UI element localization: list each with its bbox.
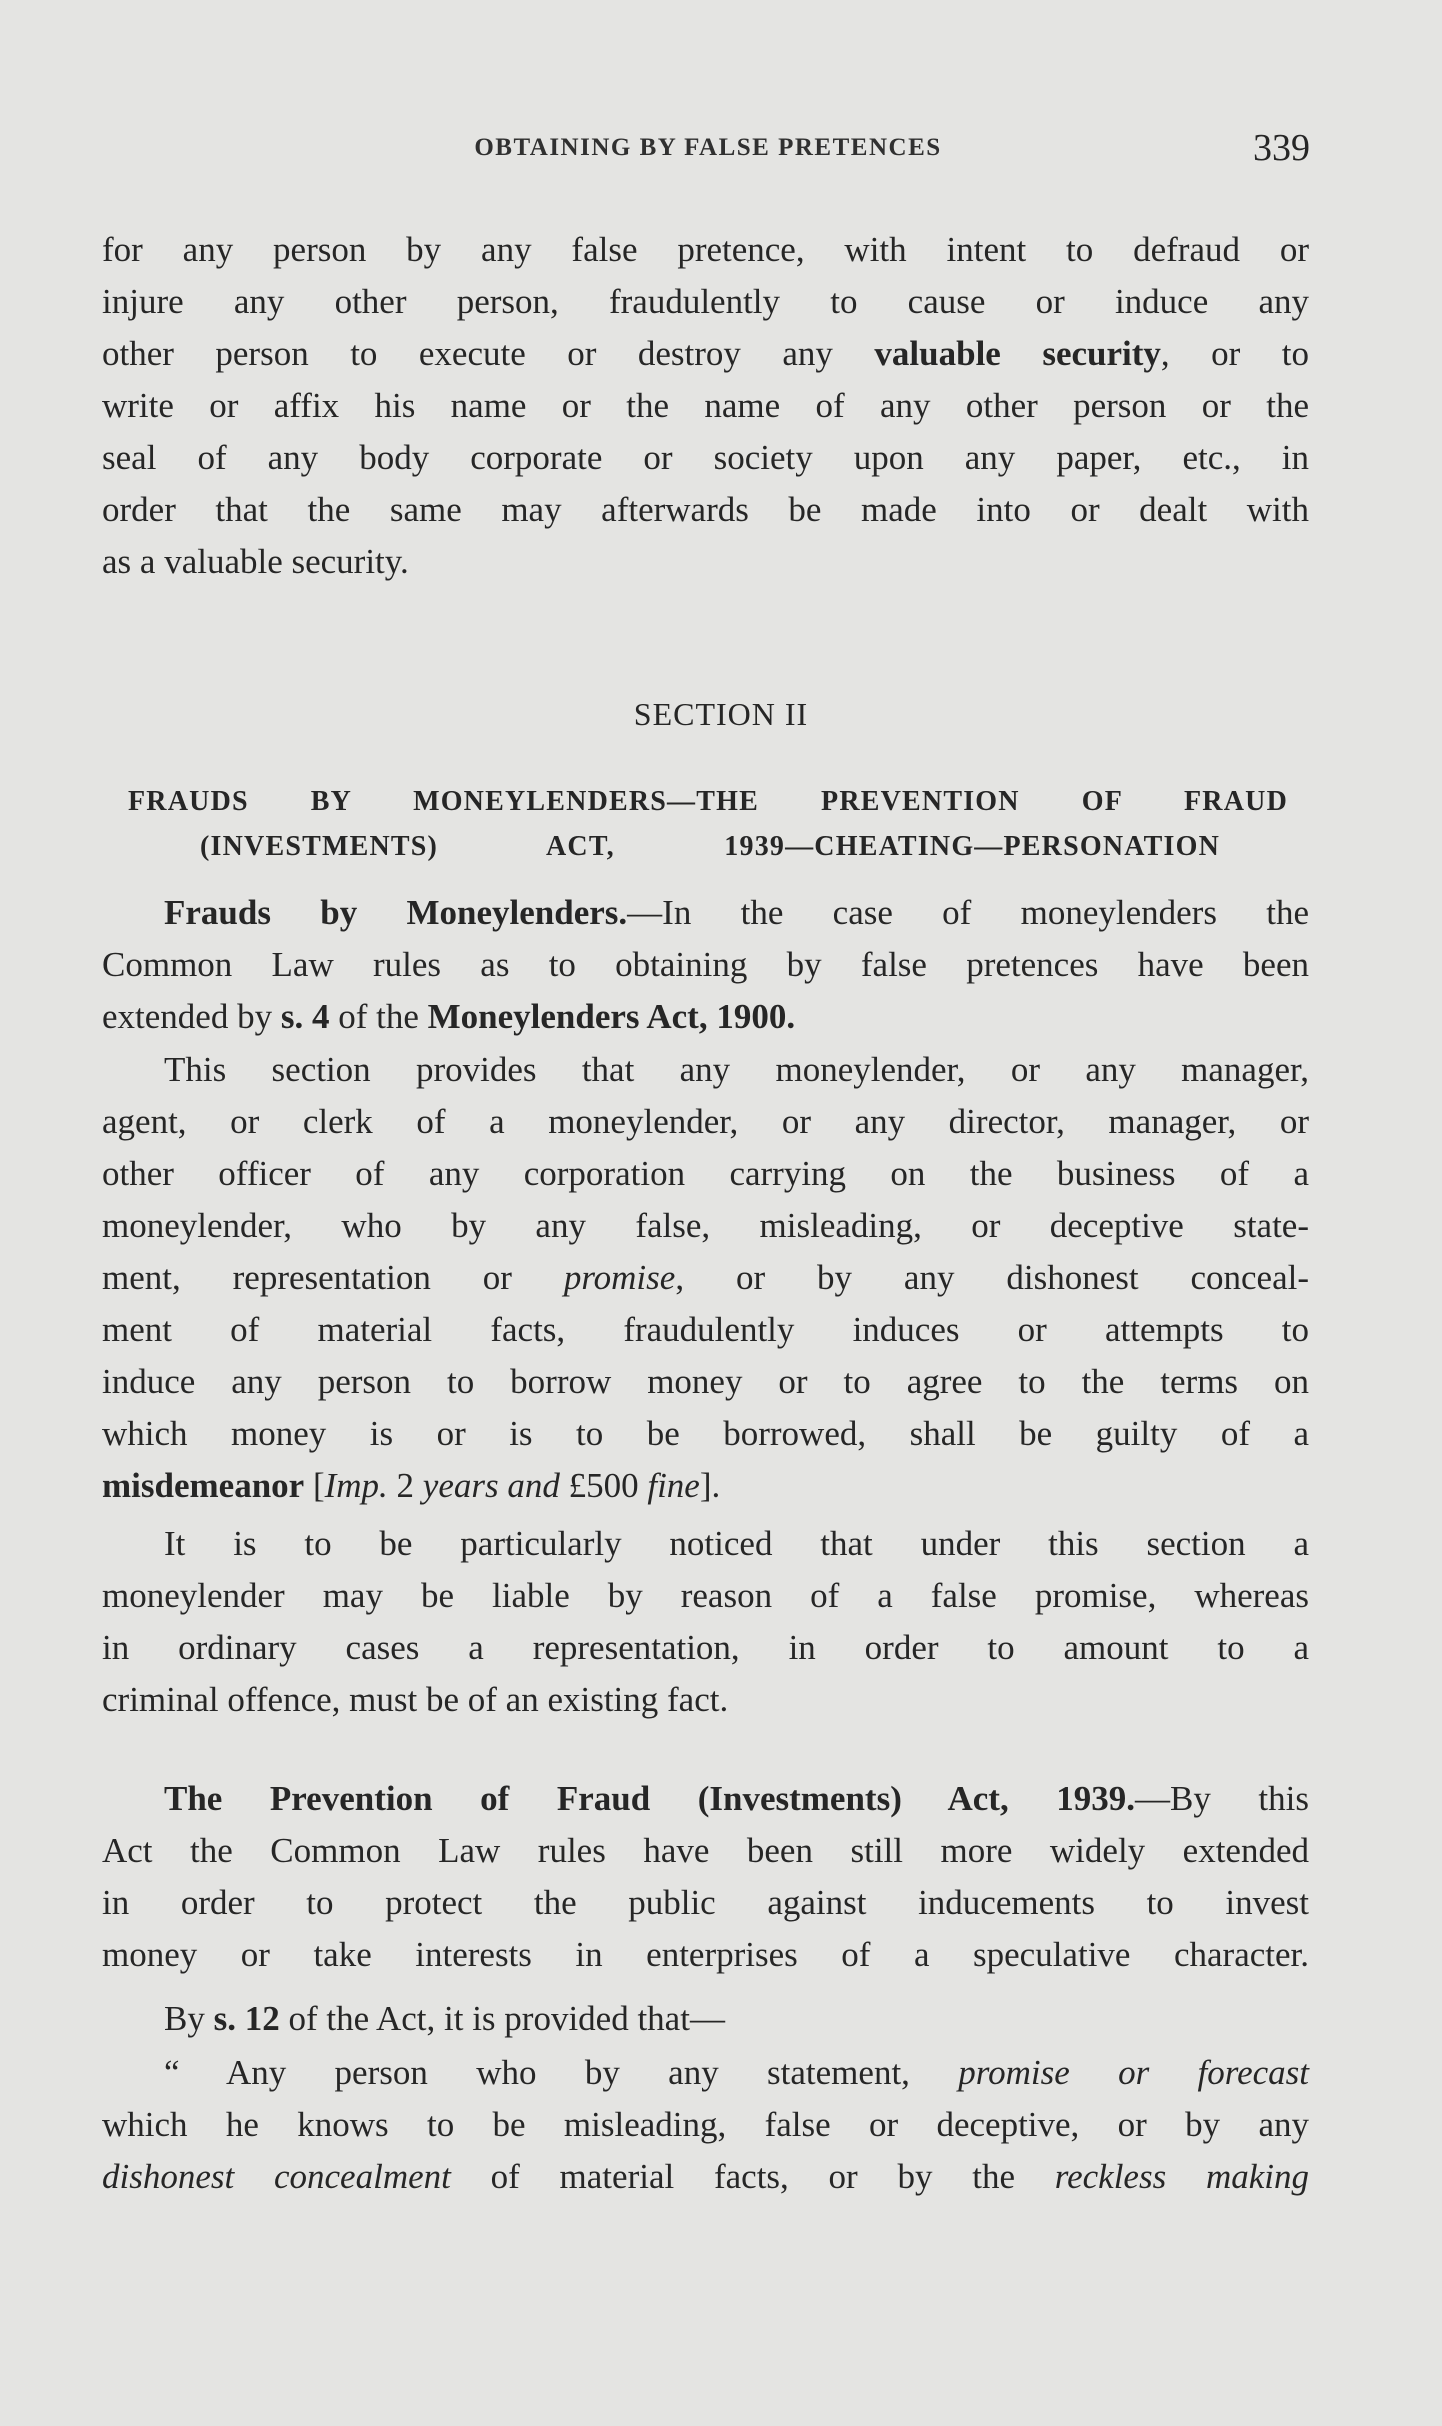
bold-text: Frauds by Moneylenders.: [164, 893, 628, 932]
text-run: agent, or clerk of a moneylender, or any director, manager, or: [102, 1102, 1309, 1141]
text-run: which money is or is to be borrowed, shall be guilty of a: [102, 1414, 1309, 1453]
text-run: £500: [559, 1466, 648, 1505]
text-run: which he knows to be misleading, false or deceptive, or by any: [102, 2105, 1309, 2144]
bold-text: valuable security: [874, 334, 1161, 373]
text-run: extended by: [102, 997, 281, 1036]
text-line: [102, 2151, 1309, 2203]
text-run: of material facts, or by the: [450, 2157, 1055, 2196]
paragraph: [102, 2047, 1309, 2203]
bold-text: The Prevention of Fraud (Investments) Act, 1939.: [164, 1779, 1136, 1818]
section-heading-line: (INVESTMENTS) ACT, 1939—CHEATING—PERSONATION: [200, 831, 1220, 862]
text-line: [102, 1570, 1309, 1622]
text-run: criminal offence, must be of an existing fact.: [102, 1680, 729, 1719]
text-run: seal of any body corporate or society upon any paper, etc., in: [102, 438, 1309, 477]
text-line: [102, 1200, 1309, 1252]
text-run: , or by any dishonest conceal-: [675, 1258, 1309, 1297]
text-line: [102, 1252, 1309, 1304]
text-line: [102, 1825, 1309, 1877]
text-run: of the: [329, 997, 428, 1036]
text-run: ment of material facts, fraudulently induces or attempts to: [102, 1310, 1309, 1349]
bold-text: s. 4: [280, 997, 330, 1036]
text-run: Act the Common Law rules have been still more widely extended: [102, 1831, 1309, 1870]
text-line: [102, 1044, 1309, 1096]
section-title: SECTION II: [633, 696, 809, 732]
text-line: [102, 1993, 1309, 2045]
text-run: ment, representation or: [102, 1258, 564, 1297]
text-run: [: [304, 1466, 325, 1505]
text-run: induce any person to borrow money or to agree to the terms on: [102, 1362, 1309, 1401]
text-line: [102, 276, 1309, 328]
text-line: [102, 1148, 1309, 1200]
text-run: as a valuable security.: [102, 542, 409, 581]
text-line: [102, 1408, 1309, 1460]
text-run: It is to be particularly noticed that under this section a: [164, 1524, 1309, 1563]
text-run: ].: [699, 1466, 721, 1505]
text-run: moneylender may be liable by reason of a false promise, whereas: [102, 1576, 1309, 1615]
text-line: [102, 1096, 1309, 1148]
text-run: other officer of any corporation carrying on the business of a: [102, 1154, 1309, 1193]
paragraph: [102, 224, 1309, 588]
text-run: moneylender, who by any false, misleading, or deceptive state-: [102, 1206, 1309, 1245]
text-run: money or take interests in enterprises of a speculative character.: [102, 1935, 1309, 1974]
text-run: —By this: [1135, 1779, 1309, 1818]
paragraph: [102, 1773, 1309, 1981]
page-number: 339: [1253, 127, 1310, 169]
italic-text: years and: [422, 1466, 560, 1505]
text-run: for any person by any false pretence, with intent to defraud or: [102, 230, 1309, 269]
text-run: “ Any person who by any statement,: [164, 2053, 959, 2092]
bold-text: s. 12: [213, 1999, 280, 2038]
italic-text: reckless making: [1054, 2157, 1309, 2196]
text-run: other person to execute or destroy any: [102, 334, 875, 373]
text-line: [102, 2099, 1309, 2151]
text-line: [102, 939, 1309, 991]
text-run: in ordinary cases a representation, in order to amount to a: [102, 1628, 1309, 1667]
text-line: [102, 991, 1309, 1043]
bold-text: misdemeanor: [102, 1466, 305, 1505]
italic-text: dishonest concealment: [102, 2157, 451, 2196]
paragraph: [102, 1518, 1309, 1726]
text-run: of the Act, it is provided that—: [279, 1999, 725, 2038]
text-run: Common Law rules as to obtaining by false pretences have been: [102, 945, 1309, 984]
text-run: in order to protect the public against inducements to invest: [102, 1883, 1309, 1922]
text-line: [102, 432, 1309, 484]
text-run: , or to: [1160, 334, 1309, 373]
paragraph: [102, 1993, 1309, 2045]
italic-text: promise: [563, 1258, 676, 1297]
text-line: [102, 1773, 1309, 1825]
paragraph: [102, 1044, 1309, 1512]
text-line: [102, 328, 1309, 380]
italic-text: promise or forecast: [958, 2053, 1310, 2092]
bold-text: Moneylenders Act, 1900.: [427, 997, 796, 1036]
text-line: [102, 1929, 1309, 1981]
text-line: [102, 1518, 1309, 1570]
text-run: order that the same may afterwards be made into or dealt with: [102, 490, 1309, 529]
text-line: [102, 1622, 1309, 1674]
section-heading-line: FRAUDS BY MONEYLENDERS—THE PREVENTION OF FRAUD: [128, 786, 1288, 817]
text-line: [102, 1460, 1309, 1512]
text-run: 2: [387, 1466, 423, 1505]
text-line: [102, 1304, 1309, 1356]
text-run: injure any other person, fraudulently to cause or induce any: [102, 282, 1309, 321]
italic-text: fine: [647, 1466, 700, 1505]
text-run: This section provides that any moneylender, or any manager,: [164, 1050, 1309, 1089]
text-line: [102, 1877, 1309, 1929]
text-line: [102, 224, 1309, 276]
text-line: [102, 887, 1309, 939]
running-head-title: OBTAINING BY FALSE PRETENCES: [474, 134, 942, 161]
text-line: [102, 2047, 1309, 2099]
text-line: [102, 1356, 1309, 1408]
text-line: [102, 484, 1309, 536]
text-line: [102, 380, 1309, 432]
text-line: [102, 1674, 1309, 1726]
paragraph: [102, 887, 1309, 1043]
italic-text: Imp.: [324, 1466, 388, 1505]
text-run: write or affix his name or the name of any other person or the: [102, 386, 1309, 425]
text-line: [102, 536, 1309, 588]
text-run: By: [164, 1999, 214, 2038]
text-run: —In the case of moneylenders the: [627, 893, 1309, 932]
